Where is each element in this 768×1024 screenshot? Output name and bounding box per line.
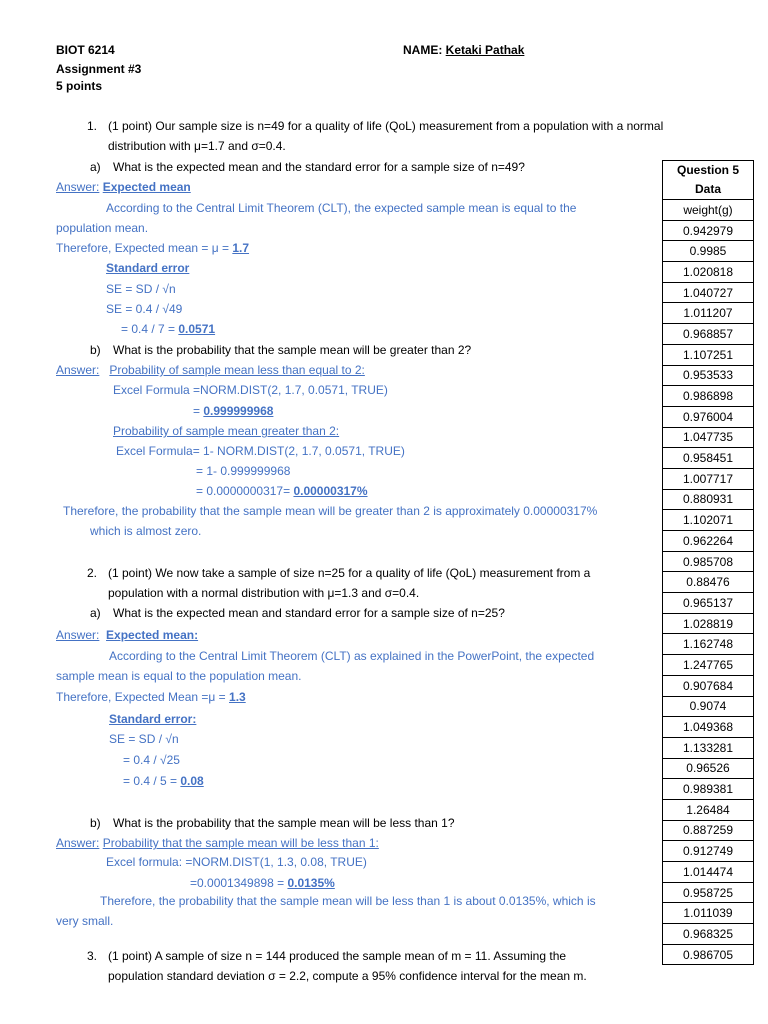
- expected-mean-heading: Expected mean: [102, 180, 191, 194]
- q1-se-formula: SE = SD / √n: [106, 282, 176, 296]
- table-cell: 0.9985: [663, 241, 754, 262]
- answer-label: Answer:: [56, 836, 100, 850]
- table-cell: 0.985708: [663, 551, 754, 572]
- q1-se-result-text: = 0.4 / 7 =: [121, 322, 179, 336]
- table-header: [663, 161, 754, 200]
- q2-se-heading: Standard error:: [109, 712, 197, 726]
- table-row: [663, 510, 754, 531]
- q1-therefore-text: Therefore, Expected mean = μ =: [56, 241, 233, 255]
- student-name: [403, 42, 524, 58]
- table-row: [663, 572, 754, 593]
- table-row: [663, 220, 754, 241]
- q1-excel-result-2-prefix: = 0.0000000317=: [196, 484, 294, 498]
- table-cell: 1.133281: [663, 737, 754, 758]
- assignment-title: Assignment #3: [56, 62, 142, 76]
- q1-clt-line2: population mean.: [56, 221, 149, 235]
- q2b-label: b): [90, 816, 101, 830]
- table-row: [663, 448, 754, 469]
- q2-expected-mean-result: [56, 689, 246, 705]
- q3-number: 3.: [87, 949, 98, 963]
- q1-text-line1: (1 point) Our sample size is n=49 for a quality of life (QoL) measurement from a population with a normal: [108, 119, 664, 133]
- table-cell: 1.040727: [663, 282, 754, 303]
- table-row: [663, 386, 754, 407]
- table-row: [663, 200, 754, 221]
- q1b-text: What is the probability that the sample mean will be greater than 2?: [113, 343, 472, 357]
- q2b-text: What is the probability that the sample mean will be less than 1?: [113, 816, 455, 830]
- q1-excel-step-2: = 1- 0.999999968: [196, 464, 291, 478]
- q1-prob-le-heading: Probability of sample mean less than equal to 2:: [109, 363, 365, 377]
- table-row: [663, 862, 754, 883]
- q2-expected-mean-value: 1.3: [229, 690, 246, 704]
- table-cell: 1.102071: [663, 510, 754, 531]
- table-cell: 1.049368: [663, 717, 754, 738]
- answer-label: Answer:: [56, 363, 100, 377]
- table-cell: 0.88476: [663, 572, 754, 593]
- q1-prob-gt-heading: Probability of sample mean greater than 2:: [113, 424, 340, 438]
- table-row: [663, 262, 754, 283]
- table-header-line2: Data: [694, 182, 721, 196]
- name-value: Ketaki Pathak: [445, 43, 525, 57]
- q1-conclusion-line1: Therefore, the probability that the sample mean will be greater than 2 is approximately 0.00000317%: [63, 504, 598, 518]
- q2-excel-formula: Excel formula: =NORM.DIST(1, 1.3, 0.08, TRUE): [106, 855, 367, 869]
- table-row: [663, 468, 754, 489]
- table-cell: 0.907684: [663, 675, 754, 696]
- table-row: [663, 779, 754, 800]
- q2-excel-result-value: 0.0135%: [287, 876, 335, 890]
- table-unit-cell: weight(g): [663, 200, 754, 221]
- table-cell: 1.014474: [663, 862, 754, 883]
- table-row: [663, 717, 754, 738]
- course-code: BIOT 6214: [56, 43, 115, 57]
- q1a-label: a): [90, 160, 101, 174]
- question5-data-table: [662, 160, 754, 965]
- table-row: [663, 406, 754, 427]
- table-row: [663, 882, 754, 903]
- q1-number: 1.: [87, 119, 98, 133]
- q3-text-line1: (1 point) A sample of size n = 144 produced the sample mean of m = 11. Assuming the: [108, 949, 567, 963]
- table-row: [663, 924, 754, 945]
- table-body: [663, 200, 754, 965]
- table-cell: 1.011039: [663, 903, 754, 924]
- table-row: [663, 551, 754, 572]
- q2-therefore-text: Therefore, Expected Mean =μ =: [56, 690, 230, 704]
- q1a-answer: [56, 179, 191, 195]
- points-label: 5 points: [56, 79, 103, 93]
- table-cell: 0.976004: [663, 406, 754, 427]
- table-row: [663, 903, 754, 924]
- q2-clt-line2: sample mean is equal to the population mean.: [56, 669, 302, 683]
- q1-se-result: [121, 321, 215, 337]
- q1-excel-result-1-prefix: =: [193, 404, 204, 418]
- table-row: [663, 737, 754, 758]
- table-row: [663, 820, 754, 841]
- q2-text-line2: population with a normal distribution with μ=1.3 and σ=0.4.: [108, 586, 420, 600]
- table-cell: 0.958451: [663, 448, 754, 469]
- table-cell: 1.047735: [663, 427, 754, 448]
- q1b-label: b): [90, 343, 101, 357]
- table-row: [663, 324, 754, 345]
- table-cell: 0.880931: [663, 489, 754, 510]
- q1-expected-mean-value: 1.7: [232, 241, 250, 255]
- q2a-label: a): [90, 606, 101, 620]
- q2-se-formula: SE = SD / √n: [109, 732, 179, 746]
- q1-excel-result-1: [193, 403, 273, 419]
- table-cell: 0.962264: [663, 531, 754, 552]
- q1-clt-line1: According to the Central Limit Theorem (CLT), the expected sample mean is equal to the: [106, 201, 577, 215]
- table-cell: 0.958725: [663, 882, 754, 903]
- table-cell: 0.989381: [663, 779, 754, 800]
- q3-text-line2: population standard deviation σ = 2.2, compute a 95% confidence interval for the mean m.: [108, 969, 587, 983]
- table-cell: 0.942979: [663, 220, 754, 241]
- q1-text-line2: distribution with μ=1.7 and σ=0.4.: [108, 139, 286, 153]
- table-row: [663, 634, 754, 655]
- table-row: [663, 365, 754, 386]
- table-cell: 0.986898: [663, 386, 754, 407]
- table-header-line1: Question 5: [676, 163, 739, 177]
- q2-se-result-text: = 0.4 / 5 =: [123, 774, 181, 788]
- q2a-answer: [56, 627, 198, 643]
- q2-prob-heading: Probability that the sample mean will be less than 1:: [102, 836, 379, 850]
- q2-se-result: [123, 773, 204, 789]
- q1-se-heading: Standard error: [106, 261, 190, 275]
- q1b-answer: [56, 362, 365, 378]
- table-cell: 0.968325: [663, 924, 754, 945]
- table-row: [663, 675, 754, 696]
- table-row: [663, 593, 754, 614]
- q2a-text: What is the expected mean and standard error for a sample size of n=25?: [113, 606, 505, 620]
- q2-conclusion-line2: very small.: [56, 914, 114, 928]
- table-row: [663, 799, 754, 820]
- table-cell: 0.912749: [663, 841, 754, 862]
- table-row: [663, 282, 754, 303]
- q1-excel-result-2-value: 0.00000317%: [293, 484, 368, 498]
- q2-se-step2: = 0.4 / √25: [123, 753, 180, 767]
- q1-excel-result-2: [196, 483, 368, 499]
- table-row: [663, 758, 754, 779]
- q2-se-value: 0.08: [180, 774, 204, 788]
- q1-conclusion-line2: which is almost zero.: [90, 524, 202, 538]
- table-cell: 0.968857: [663, 324, 754, 345]
- table-cell: 0.9074: [663, 696, 754, 717]
- table-cell: 1.107251: [663, 344, 754, 365]
- table-row: [663, 489, 754, 510]
- table-cell: 0.96526: [663, 758, 754, 779]
- table-cell: 1.247765: [663, 655, 754, 676]
- q1-se-value: 0.0571: [178, 322, 216, 336]
- table-row: [663, 427, 754, 448]
- q2-expected-mean-heading: Expected mean:: [106, 628, 199, 642]
- table-cell: 0.887259: [663, 820, 754, 841]
- table-cell: 1.020818: [663, 262, 754, 283]
- q2-excel-result: [190, 875, 335, 891]
- table-cell: 0.953533: [663, 365, 754, 386]
- table-row: [663, 241, 754, 262]
- q2-conclusion-line1: Therefore, the probability that the sample mean will be less than 1 is about 0.0135%, which is: [100, 894, 596, 908]
- table-row: [663, 841, 754, 862]
- table-row: [663, 531, 754, 552]
- q1-excel-formula-2: Excel Formula= 1- NORM.DIST(2, 1.7, 0.0571, TRUE): [116, 444, 405, 458]
- table-cell: 0.965137: [663, 593, 754, 614]
- table-row: [663, 944, 754, 965]
- q1-excel-formula-1: Excel Formula =NORM.DIST(2, 1.7, 0.0571, TRUE): [113, 383, 388, 397]
- answer-label: Answer:: [56, 180, 100, 194]
- table-row: [663, 655, 754, 676]
- q2-clt-line1: According to the Central Limit Theorem (CLT) as explained in the PowerPoint, the expected: [109, 649, 595, 663]
- table-row: [663, 696, 754, 717]
- table-row: [663, 613, 754, 634]
- q2-excel-result-prefix: =0.0001349898 =: [190, 876, 288, 890]
- q1a-text: What is the expected mean and the standard error for a sample size of n=49?: [113, 160, 525, 174]
- q2b-answer: [56, 835, 379, 851]
- table-cell: 1.26484: [663, 799, 754, 820]
- table-cell: 1.007717: [663, 468, 754, 489]
- table-cell: 1.162748: [663, 634, 754, 655]
- table-row: [663, 344, 754, 365]
- table-row: [663, 303, 754, 324]
- table-cell: 0.986705: [663, 944, 754, 965]
- q1-expected-mean-result: [56, 240, 249, 256]
- name-label: NAME:: [403, 43, 446, 57]
- table-cell: 1.011207: [663, 303, 754, 324]
- q2-text-line1: (1 point) We now take a sample of size n=25 for a quality of life (QoL) measurement from a: [108, 566, 591, 580]
- table-cell: 1.028819: [663, 613, 754, 634]
- answer-label: Answer:: [56, 628, 100, 642]
- q1-excel-result-1-value: 0.999999968: [203, 404, 274, 418]
- q2-number: 2.: [87, 566, 98, 580]
- q1-se-step2: SE = 0.4 / √49: [106, 302, 183, 316]
